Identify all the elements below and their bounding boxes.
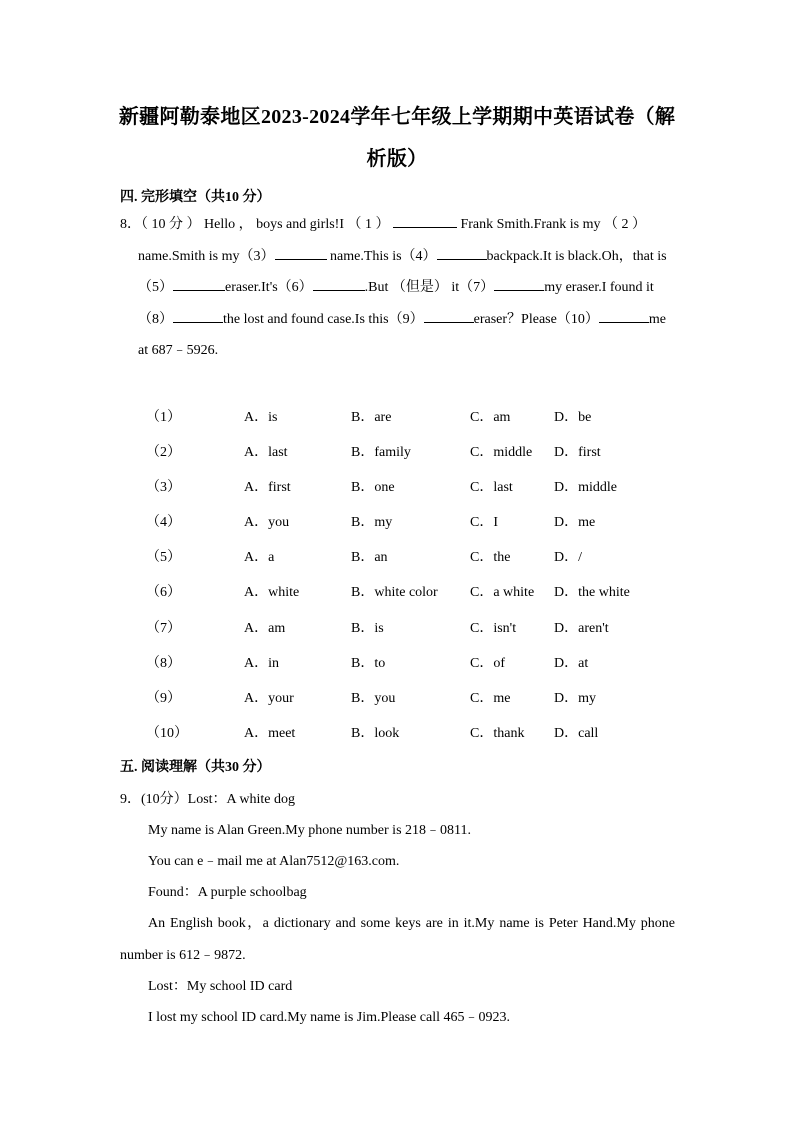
q9-para-4-line-2: number is 612﹣9872. [120,948,246,963]
q9-para-5: Lost：My school ID card [148,979,293,994]
blank-5 [173,276,225,291]
blank-7 [494,276,544,291]
option-row-4: （4） A．you B．my C．I D．me [146,515,596,530]
section-heading-cloze: 四. 完形填空（共10 分） [120,190,271,205]
title-line-2: 析版） [366,148,428,170]
document-title [100,96,694,180]
q8-line-1: 8．（ 10 分 ） Hello ， boys and girls!I （ 1 ） Frank Smith.Frank is my （ 2 ） [120,209,676,241]
option-row-3: （3） A．first B．one C．last D．middle [146,480,617,495]
q9-para-2: You can e﹣mail me at Alan7512@163.com. [148,854,400,869]
blank-10 [599,308,649,323]
q9-para-6: I lost my school ID card.My name is Jim.Please call 465﹣0923. [148,1010,510,1025]
option-row-7: （7） A．am B．is C．isn't D．aren't [146,621,609,636]
blank-9 [424,308,474,323]
blank-1 [393,213,457,228]
option-row-8: （8） A．in B．to C．of D．at [146,656,589,671]
section-heading-reading: 五. 阅读理解（共30 分） [120,760,271,775]
q9-heading: 9．(10分）Lost：A white dog [120,792,295,807]
q8-line-2: name.Smith is my（3） name.This is（4） backpack.It is black.Oh，that is [120,241,676,273]
blank-4 [437,245,487,260]
blank-8 [173,308,223,323]
option-row-10: （10） A．meet B．look C．thank D．call [146,726,599,741]
option-row-9: （9） A．your B．you C．me D．my [146,691,596,706]
q8-line-3: （5） eraser.It's（6） .But （但是） it（7） my eraser.I found it [120,272,676,304]
q9-para-3: Found：A purple schoolbag [148,885,307,900]
q8-line-4: （8） the lost and found case.Is this（9） eraser？Please（10） me [120,304,676,336]
option-row-2: （2） A．last B．family C．middle D．first [146,445,601,460]
q9-para-1: My name is Alan Green.My phone number is 218﹣0811. [148,823,471,838]
title-line-1: 新疆阿勒泰地区2023-2024学年七年级上学期期中英语试卷（解 [118,106,676,128]
option-row-1: （1） A．is B．are C．am D．be [146,410,592,425]
q9-para-4-line-1: An English book，a dictionary and some keys are in it.My name is Peter Hand.My phone [148,916,675,931]
question-8-text [120,209,676,367]
blank-3 [275,245,327,260]
option-row-5: （5） A．a B．an C．the D．/ [146,550,582,565]
option-row-6: （6） A．white B．white color C．a white D．the white [146,585,630,600]
blank-6 [313,276,365,291]
q8-line-5: at 687﹣5926. [138,343,219,358]
